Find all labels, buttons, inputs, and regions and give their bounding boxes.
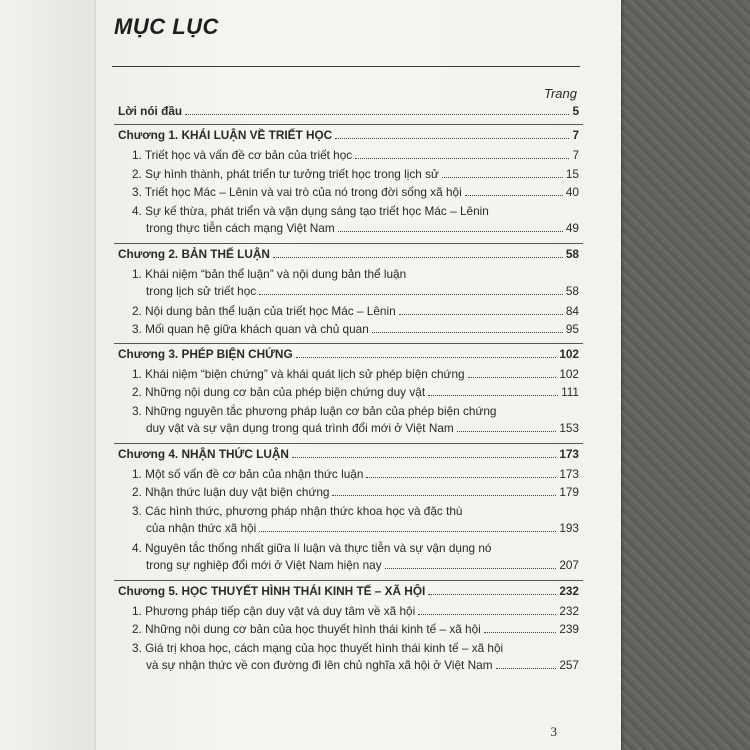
chapter-divider	[114, 443, 583, 444]
dot-leader	[442, 177, 563, 178]
dot-leader	[428, 395, 558, 396]
section-entry	[146, 284, 579, 298]
section-entry	[132, 185, 579, 199]
section-entry-text: 1. Khái niệm “biện chứng” và khái quát lịch sử phép biện chứng	[132, 366, 465, 381]
section-entry-text: 2. Những nội dung cơ bản của phép biện chứng duy vật	[132, 385, 426, 399]
section-entry-page: 153	[559, 421, 579, 435]
dot-leader	[259, 294, 563, 295]
section-entry	[146, 221, 579, 235]
chapter-4-entry-page: 173	[559, 446, 579, 461]
page-title: MỤC LỤC	[114, 14, 219, 39]
chapter-divider	[114, 580, 583, 581]
dot-leader	[496, 668, 557, 669]
section-entry-page: 40	[565, 185, 579, 199]
section-entry	[132, 304, 579, 318]
section-entry-text: 3. Mối quan hệ giữa khách quan và chủ quan	[132, 322, 369, 336]
section-entry-text: và sự nhận thức về con đường đi lên chủ nghĩa xã hội ở Việt Nam	[146, 658, 493, 672]
section-entry-page: 58	[565, 284, 579, 298]
section-entry	[146, 521, 579, 535]
chapter-1-entry	[118, 128, 579, 142]
chapter-5-entry-text: Chương 5. HỌC THUYẾT HÌNH THÁI KINH TẾ – XÃ HỘI	[118, 583, 426, 598]
dot-leader	[355, 158, 569, 159]
dot-leader	[292, 457, 556, 458]
section-entry	[132, 467, 579, 481]
preface-entry-page: 5	[572, 104, 579, 118]
section-entry-page: 49	[565, 221, 579, 235]
dot-leader	[296, 357, 557, 358]
dot-leader	[465, 195, 563, 196]
section-entry-page: 193	[559, 521, 579, 535]
section-entry-text: duy vật và sự vận dụng trong quá trình đổi mới ở Việt Nam	[146, 421, 454, 435]
section-entry	[132, 367, 579, 381]
section-entry	[132, 485, 579, 499]
section-entry-page: 239	[559, 622, 579, 636]
section-entry-text: 1. Phương pháp tiếp cận duy vật và duy tâm về xã hội	[132, 603, 416, 618]
dot-leader	[273, 257, 563, 258]
section-entry-line: 3. Giá trị khoa học, cách mạng của học thuyết hình thái kinh tế – xã hội	[132, 640, 504, 655]
section-entry-text: 2. Sự hình thành, phát triển tư tưởng triết học trong lịch sử	[132, 166, 439, 181]
chapter-divider	[114, 243, 583, 244]
dot-leader	[332, 495, 556, 496]
section-entry-page: 111	[561, 385, 579, 399]
section-entry-page: 15	[565, 166, 579, 181]
chapter-1-entry-text: Chương 1. KHÁI LUẬN VỀ TRIẾT HỌC	[118, 128, 333, 142]
section-entry	[146, 421, 579, 435]
section-entry-page: 173	[559, 466, 579, 481]
dot-leader	[372, 332, 563, 333]
dot-leader	[468, 377, 557, 378]
chapter-5-entry-page: 232	[559, 583, 579, 598]
section-entry	[132, 622, 579, 636]
section-entry-text: của nhận thức xã hội	[146, 521, 257, 535]
dot-leader	[399, 314, 563, 315]
dot-leader	[335, 138, 569, 139]
background-surface	[612, 0, 750, 750]
chapter-2-entry	[118, 247, 579, 261]
chapter-3-entry	[118, 347, 579, 361]
chapter-2-entry-page: 58	[565, 246, 579, 261]
preface-entry-text: Lời nói đầu	[118, 104, 183, 118]
chapter-1-entry-page: 7	[572, 128, 579, 142]
section-entry-page: 102	[559, 366, 579, 381]
chapter-5-entry	[118, 584, 579, 598]
section-entry	[132, 604, 579, 618]
preface-entry	[118, 104, 579, 118]
dot-leader	[484, 632, 557, 633]
chapter-divider	[114, 343, 583, 344]
page-column-label: Trang	[544, 86, 577, 101]
background-left	[0, 0, 98, 750]
dot-leader	[259, 531, 556, 532]
dot-leader	[457, 431, 557, 432]
book-page	[96, 0, 621, 750]
section-entry-text: 3. Triết học Mác – Lênin và vai trò của nó trong đời sống xã hội	[132, 185, 462, 199]
chapter-2-entry-text: Chương 2. BẢN THỂ LUẬN	[118, 246, 270, 261]
section-entry-line: 3. Các hình thức, phương pháp nhận thức khoa học và đặc thù	[132, 503, 463, 518]
section-entry-page: 95	[565, 322, 579, 336]
section-entry-page: 7	[572, 148, 579, 162]
page-number: 3	[550, 724, 557, 739]
chapter-4-entry	[118, 447, 579, 461]
section-entry-line: 4. Sự kế thừa, phát triển và vận dụng sáng tạo triết học Mác – Lênin	[132, 203, 489, 218]
section-entry-page: 232	[559, 603, 579, 618]
section-entry	[146, 658, 579, 672]
chapter-divider	[114, 124, 583, 125]
section-entry	[132, 385, 579, 399]
section-entry-page: 257	[559, 658, 579, 672]
section-entry-text: 1. Triết học và vấn đề cơ bản của triết học	[132, 148, 353, 162]
section-entry-page: 84	[565, 303, 579, 318]
section-entry-text: 2. Nội dung bản thể luận của triết học Mác – Lênin	[132, 303, 396, 318]
section-entry-line: 3. Những nguyên tắc phương pháp luận cơ bản của phép biện chứng	[132, 403, 497, 418]
chapter-3-entry-page: 102	[559, 346, 579, 361]
section-entry-text: trong lịch sử triết học	[146, 284, 257, 298]
dot-leader	[366, 477, 556, 478]
dot-leader	[418, 614, 556, 615]
section-entry-text: 1. Một số vấn đề cơ bản của nhận thức luận	[132, 466, 364, 481]
dot-leader	[428, 594, 556, 595]
section-entry	[132, 148, 579, 162]
section-entry-page: 207	[559, 558, 579, 572]
section-entry	[146, 558, 579, 572]
chapter-3-entry-text: Chương 3. PHÉP BIỆN CHỨNG	[118, 346, 293, 361]
section-entry-text: 2. Nhận thức luận duy vật biện chứng	[132, 485, 330, 499]
section-entry-text: trong sự nghiệp đổi mới ở Việt Nam hiện nay	[146, 558, 382, 572]
table-of-contents	[96, 0, 621, 750]
section-entry-line: 4. Nguyên tắc thống nhất giữa lí luận và thực tiễn và sự vận dụng nó	[132, 540, 492, 555]
dot-leader	[385, 568, 557, 569]
section-entry	[132, 322, 579, 336]
section-entry	[132, 167, 579, 181]
section-entry-text: trong thực tiễn cách mạng Việt Nam	[146, 221, 335, 235]
section-entry-line: 1. Khái niệm “bản thể luận” và nội dung bản thể luận	[132, 266, 407, 281]
section-entry-text: 2. Những nội dung cơ bản của học thuyết hình thái kinh tế – xã hội	[132, 622, 481, 636]
chapter-4-entry-text: Chương 4. NHẬN THỨC LUẬN	[118, 446, 289, 461]
dot-leader	[338, 231, 563, 232]
dot-leader	[185, 114, 569, 115]
section-entry-page: 179	[559, 485, 579, 499]
